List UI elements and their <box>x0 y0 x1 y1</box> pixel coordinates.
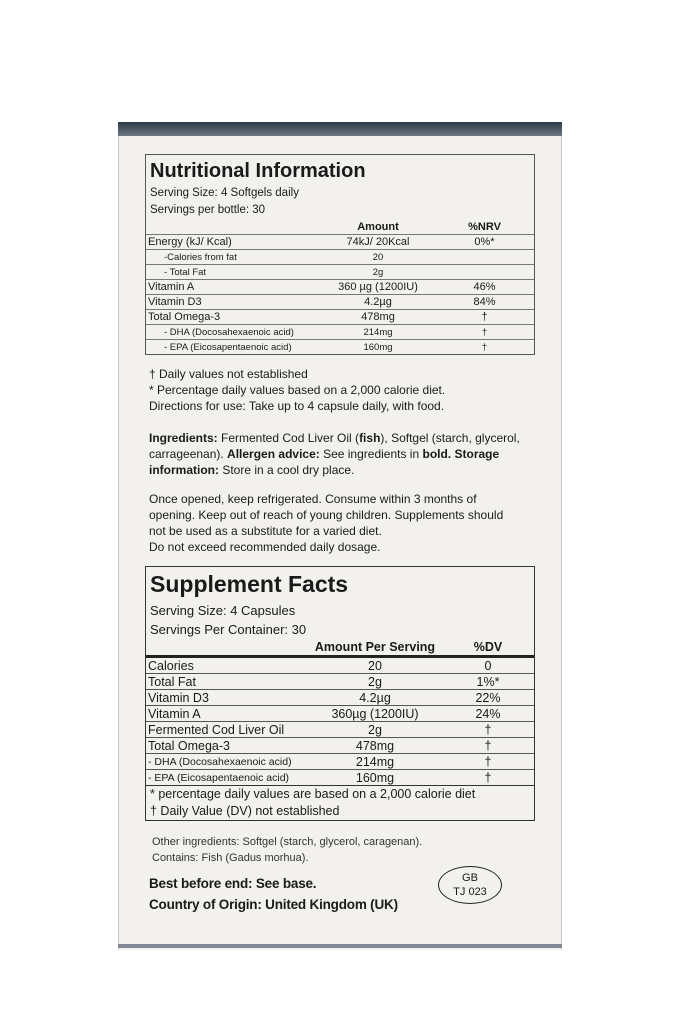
footnote-line: † Daily Value (DV) not established <box>150 804 340 818</box>
supplement-dv: † <box>442 754 534 770</box>
supplement-header-amount: Amount Per Serving <box>308 639 442 657</box>
best-before-text: Best before end: See base. <box>149 876 317 891</box>
storage-text: Store in a cool dry place. <box>219 463 355 477</box>
ingredients-paragraph <box>149 430 535 478</box>
supplement-amount: 214mg <box>308 754 442 770</box>
warning-line: Do not exceed recommended daily dosage. <box>149 540 381 554</box>
nutrient-nrv: † <box>435 325 534 340</box>
footnote-line: * percentage daily values are based on a 2,000 calorie diet <box>150 787 476 801</box>
supplement-header-dv: %DV <box>442 639 534 657</box>
nutrient-amount: 4.2µg <box>321 295 435 310</box>
supplement-amount: 478mg <box>308 738 442 754</box>
nutrient-name: Total Omega-3 <box>146 310 321 325</box>
nutrient-nrv: 0%* <box>435 235 534 250</box>
table-row <box>146 722 534 738</box>
nutrition-header-nrv: %NRV <box>468 220 501 233</box>
table-row <box>146 690 534 706</box>
table-row <box>146 657 534 674</box>
supplement-dv: † <box>442 770 534 786</box>
note-line: † Daily values not established <box>149 367 308 381</box>
supplement-footnotes <box>146 785 534 820</box>
supplement-name: - DHA (Docosahexaenoic acid) <box>146 754 308 770</box>
supplement-dv: † <box>442 738 534 754</box>
nutrient-nrv <box>435 250 534 265</box>
nutrient-name: - DHA (Docosahexaenoic acid) <box>146 325 321 340</box>
table-row <box>146 265 534 280</box>
nutrition-servings-per-bottle: Servings per bottle: 30 <box>150 204 266 216</box>
table-row <box>146 235 534 250</box>
nutrient-name: -Calories from fat <box>146 250 321 265</box>
warning-line: Once opened, keep refrigerated. Consume within 3 months of <box>149 492 477 506</box>
nutrient-amount: 360 µg (1200IU) <box>321 280 435 295</box>
table-row <box>146 325 534 340</box>
nutrition-header-amount: Amount <box>357 220 399 233</box>
nutrient-amount: 478mg <box>321 310 435 325</box>
supplement-dv: 0 <box>442 657 534 674</box>
supplement-facts-panel <box>145 566 535 821</box>
nutrition-header-name <box>146 219 321 235</box>
supplement-amount: 360µg (1200IU) <box>308 706 442 722</box>
other-ingredients <box>152 834 422 866</box>
supplement-servings-per-container: Servings Per Container: 30 <box>150 622 307 637</box>
table-row <box>146 295 534 310</box>
nutrient-amount: 160mg <box>321 340 435 355</box>
warnings-paragraph <box>149 491 539 555</box>
nutrition-serving-size: Serving Size: 4 Softgels daily <box>150 187 299 199</box>
allergen-label: Allergen advice: <box>227 447 320 461</box>
allergen-text: See ingredients in <box>319 447 423 461</box>
nutrient-amount: 2g <box>321 265 435 280</box>
table-row <box>146 310 534 325</box>
country-of-origin-text: Country of Origin: United Kingdom (UK) <box>149 897 398 912</box>
supplement-name: - EPA (Eicosapentaenoic acid) <box>146 770 308 786</box>
supplement-table <box>146 639 534 785</box>
supplement-amount: 4.2µg <box>308 690 442 706</box>
supplement-header-name <box>146 639 308 657</box>
supplement-dv: 24% <box>442 706 534 722</box>
nutrient-name: - EPA (Eicosapentaenoic acid) <box>146 340 321 355</box>
supplement-amount: 2g <box>308 722 442 738</box>
bold-word: bold. <box>422 447 452 461</box>
supplement-name: Vitamin A <box>146 706 308 722</box>
nutrient-name: Vitamin D3 <box>146 295 321 310</box>
origin-info <box>149 873 398 915</box>
ingredients-text: Fermented Cod Liver Oil ( <box>217 431 360 445</box>
nutrition-header-row <box>146 219 534 235</box>
supplement-title: Supplement Facts <box>150 571 349 597</box>
nutrient-name: Energy (kJ/ Kcal) <box>146 235 321 250</box>
supplement-header-row <box>146 639 534 657</box>
box-bottom-edge <box>118 944 562 948</box>
note-line: * Percentage daily values based on a 2,000 calorie diet. <box>149 383 446 397</box>
nutrient-nrv: 46% <box>435 280 534 295</box>
nutrient-nrv: † <box>435 310 534 325</box>
supplement-name: Total Omega-3 <box>146 738 308 754</box>
nutrient-name: Vitamin A <box>146 280 321 295</box>
nutrient-name: - Total Fat <box>146 265 321 280</box>
nutrient-nrv <box>435 265 534 280</box>
nutrition-table <box>146 219 534 354</box>
table-row <box>146 340 534 355</box>
supplement-serving-size: Serving Size: 4 Capsules <box>150 603 296 618</box>
supplement-amount: 2g <box>308 674 442 690</box>
storage-label: Storage information: <box>149 447 500 477</box>
approval-mark-country: GB <box>462 872 478 884</box>
nutrient-amount: 214mg <box>321 325 435 340</box>
supplement-name: Calories <box>146 657 308 674</box>
approval-mark-oval <box>438 866 502 904</box>
approval-mark-code: TJ 023 <box>453 886 487 898</box>
supplement-dv: 1%* <box>442 674 534 690</box>
fish-allergen: fish <box>359 431 381 445</box>
ingredients-text: ), Softgel (starch, glycerol, carrageenan). <box>149 431 520 461</box>
nutrient-amount: 20 <box>321 250 435 265</box>
supplement-dv: † <box>442 722 534 738</box>
supplement-name: Total Fat <box>146 674 308 690</box>
other-ingredients-line: Other ingredients: Softgel (starch, glycerol, caragenan). <box>152 836 423 848</box>
box-top-edge <box>118 122 562 136</box>
table-row <box>146 754 534 770</box>
table-row <box>146 770 534 786</box>
nutrient-nrv: 84% <box>435 295 534 310</box>
supplement-name: Fermented Cod Liver Oil <box>146 722 308 738</box>
warning-line: not be used as a substitute for a varied diet. <box>149 524 382 538</box>
table-row <box>146 738 534 754</box>
warning-line: opening. Keep out of reach of young children. Supplements should <box>149 508 504 522</box>
nutrition-title: Nutritional Information <box>150 160 366 182</box>
table-row <box>146 280 534 295</box>
ingredients-label: Ingredients: <box>149 431 218 445</box>
table-row <box>146 706 534 722</box>
daily-values-notes <box>149 366 539 414</box>
supplement-amount: 160mg <box>308 770 442 786</box>
supplement-amount: 20 <box>308 657 442 674</box>
nutrient-nrv: † <box>435 340 534 355</box>
nutritional-information-panel <box>145 154 535 355</box>
table-row <box>146 674 534 690</box>
nutrient-amount: 74kJ/ 20Kcal <box>321 235 435 250</box>
supplement-dv: 22% <box>442 690 534 706</box>
table-row <box>146 250 534 265</box>
contains-line: Contains: Fish (Gadus morhua). <box>152 852 309 864</box>
supplement-name: Vitamin D3 <box>146 690 308 706</box>
directions-line: Directions for use: Take up to 4 capsule daily, with food. <box>149 399 445 413</box>
